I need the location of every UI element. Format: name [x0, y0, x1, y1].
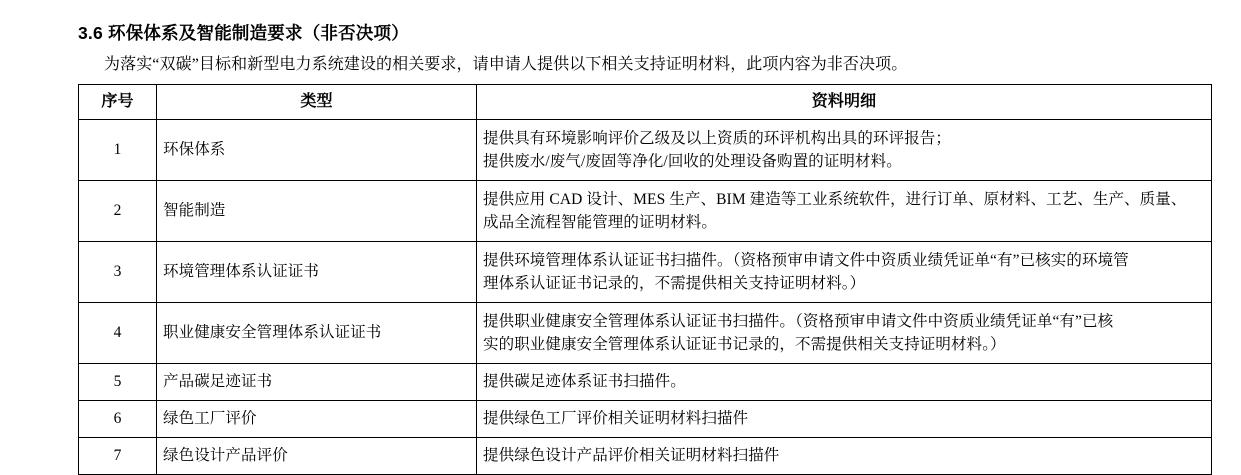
row-detail	[477, 241, 1212, 302]
table-row	[79, 363, 1212, 400]
table-row	[79, 180, 1212, 241]
table-row	[79, 119, 1212, 180]
detail-line: 提供绿色设计产品评价相关证明材料扫描件	[483, 447, 780, 465]
table-row	[79, 302, 1212, 363]
column-header-no: 序号	[79, 84, 157, 119]
row-no: 3	[79, 241, 157, 302]
row-no: 7	[79, 437, 157, 474]
row-detail	[477, 437, 1212, 474]
row-no: 6	[79, 400, 157, 437]
row-detail	[477, 363, 1212, 400]
table-row	[79, 400, 1212, 437]
table-header-row	[79, 84, 1212, 119]
detail-line: 成品全流程智能管理的证明材料。	[483, 213, 718, 231]
detail-line: 提供废水/废气/废固等净化/回收的处理设备购置的证明材料。	[483, 152, 902, 170]
detail-line: 提供绿色工厂评价相关证明材料扫描件	[483, 410, 749, 428]
row-type: 环保体系	[157, 119, 477, 180]
row-type: 绿色设计产品评价	[157, 437, 477, 474]
row-type: 产品碳足迹证书	[157, 363, 477, 400]
column-header-detail: 资料明细	[477, 84, 1212, 119]
row-no: 5	[79, 363, 157, 400]
row-detail	[477, 302, 1212, 363]
detail-line: 实的职业健康安全管理体系认证证书记录的，不需提供相关支持证明材料。）	[483, 335, 1006, 353]
detail-line: 提供应用 CAD 设计、MES 生产、BIM 建造等工业系统软件，进行订单、原材料、工艺、生产、质量、	[483, 190, 1187, 208]
column-header-type: 类型	[157, 84, 477, 119]
row-type: 智能制造	[157, 180, 477, 241]
row-type: 绿色工厂评价	[157, 400, 477, 437]
intro-paragraph: 为落实“双碳”目标和新型电力系统建设的相关要求，请申请人提供以下相关支持证明材料，此项内容为非否决项。	[104, 55, 908, 73]
row-no: 1	[79, 119, 157, 180]
row-type: 职业健康安全管理体系认证证书	[157, 302, 477, 363]
row-no: 2	[79, 180, 157, 241]
section-heading: 3.6 环保体系及智能制造要求（非否决项）	[78, 23, 409, 43]
detail-line: 提供具有环境影响评价乙级及以上资质的环评机构出具的环评报告；	[483, 129, 952, 147]
detail-line: 理体系认证证书记录的，不需提供相关支持证明材料。）	[483, 274, 866, 292]
row-type: 环境管理体系认证证书	[157, 241, 477, 302]
row-detail	[477, 119, 1212, 180]
row-no: 4	[79, 302, 157, 363]
row-detail	[477, 400, 1212, 437]
row-detail	[477, 180, 1212, 241]
table-row	[79, 241, 1212, 302]
requirements-table	[78, 84, 1212, 475]
detail-line: 提供碳足迹体系证书扫描件。	[483, 373, 686, 391]
table-row	[79, 437, 1212, 474]
detail-line: 提供职业健康安全管理体系认证证书扫描件。（资格预审申请文件中资质业绩凭证单“有”已核	[483, 312, 1114, 330]
detail-line: 提供环境管理体系认证证书扫描件。（资格预审申请文件中资质业绩凭证单“有”已核实的环境管	[483, 251, 1129, 269]
